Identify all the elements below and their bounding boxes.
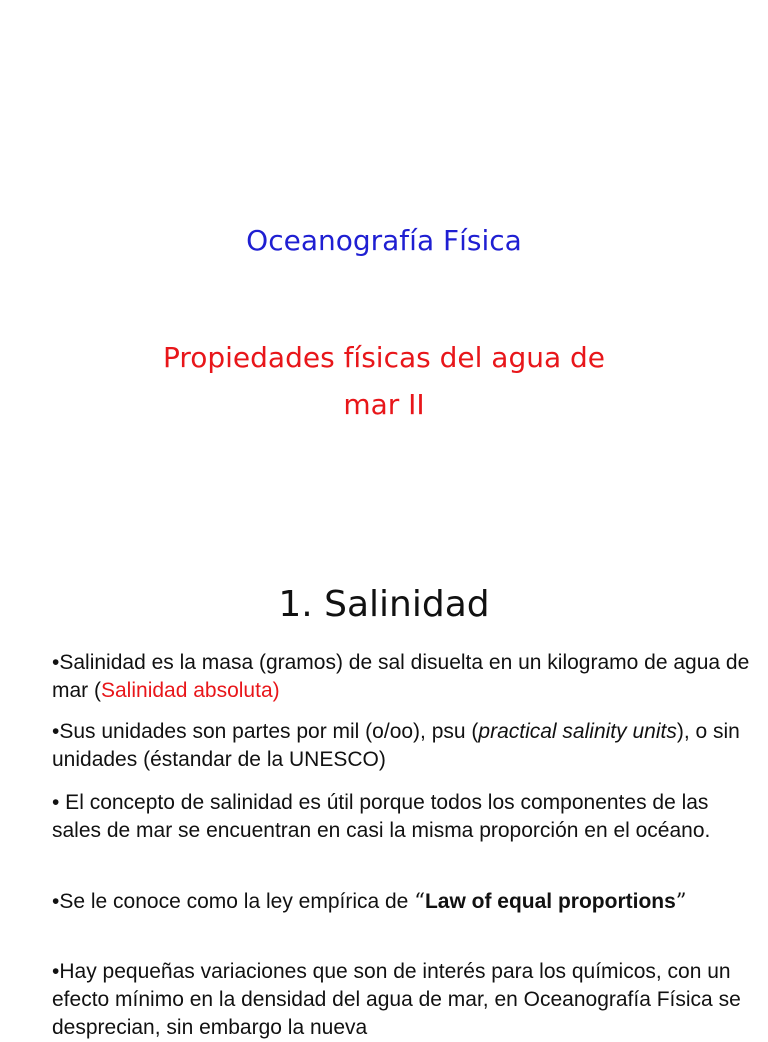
- paragraph-text: ), o sin unidades (éstandar de la UNESCO): [52, 720, 740, 771]
- paragraph-text: •Hay pequeñas variaciones que son de interés para los químicos, con un efecto mínimo en la densidad del agua de mar, en Oceanografía Física se desprecian, sin embargo la nueva: [52, 960, 741, 1039]
- paragraph-salinity-definition: [52, 649, 752, 705]
- highlight-absolute-salinity: Salinidad absoluta): [101, 679, 280, 702]
- bold-law-of-equal-proportions: Law of equal proportions: [424, 890, 676, 913]
- paragraph-text: •Salinidad es la masa (gramos) de sal disuelta en un kilogramo de agua de mar (: [52, 651, 750, 702]
- paragraph-salinity-concept: [52, 789, 752, 845]
- paragraph-text: • El concepto de salinidad es útil porque todos los componentes de las sales de mar se encuentran en casi la misma proporción en el océano.: [52, 791, 711, 842]
- paragraph-equal-proportions: [52, 887, 752, 916]
- paragraph-text: •Sus unidades son partes por mil (o/oo), psu (: [52, 720, 479, 743]
- paragraph-text: •Se le conoce como la ley empírica de: [52, 890, 415, 913]
- paragraph-small-variations: [52, 958, 752, 1042]
- close-quote: ”: [675, 889, 687, 913]
- paragraph-salinity-units: [52, 718, 752, 774]
- document-title: Oceanografía Física: [246, 224, 522, 257]
- open-quote: “: [414, 889, 425, 913]
- italic-practical-salinity-units: practical salinity units: [478, 720, 677, 743]
- document-subtitle: Propiedades físicas del agua de mar II: [162, 341, 606, 421]
- section-heading: 1. Salinidad: [278, 584, 490, 625]
